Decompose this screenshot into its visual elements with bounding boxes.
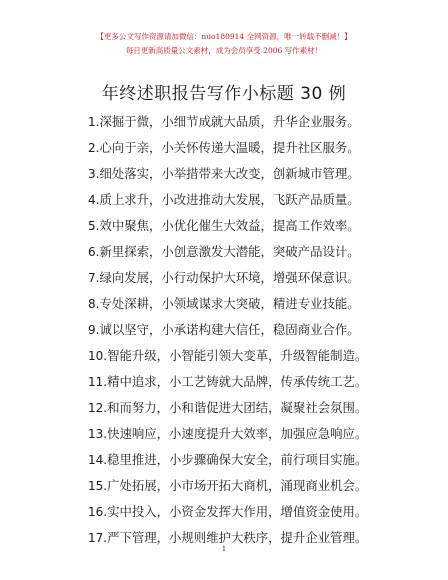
list-item xyxy=(88,369,408,395)
list-item-number: 12. xyxy=(88,401,108,415)
list-item-text: 深掘于微，小细节成就大品质，升华企业服务。 xyxy=(99,114,360,129)
list-item xyxy=(88,265,408,291)
list-item xyxy=(88,161,408,187)
list-item-number: 17. xyxy=(88,531,108,545)
list-item xyxy=(88,109,408,135)
list-item xyxy=(88,213,408,239)
list-item-text: 新里探索，小创意激发大潜能，突破产品设计。 xyxy=(99,244,360,259)
list-item xyxy=(88,421,408,447)
list-item-number: 14. xyxy=(88,453,108,467)
list-item-number: 3. xyxy=(88,167,100,181)
list-item-text: 绿向发展，小行动保护大环境，增强环保意识。 xyxy=(99,270,360,285)
list-item xyxy=(88,317,408,343)
list-item-text: 质上求升，小改进推动大发展，飞跃产品质量。 xyxy=(99,192,360,207)
list-item xyxy=(88,187,408,213)
list-item-number: 5. xyxy=(88,219,100,233)
list-item-number: 7. xyxy=(88,271,100,285)
list-item-text: 专处深耕，小领域谋求大突破，精进专业技能。 xyxy=(99,296,360,311)
list-item-text: 诚以坚守，小承诺构建大信任，稳固商业合作。 xyxy=(99,322,360,337)
list-item xyxy=(88,135,408,161)
list-item-text: 广处拓展，小市场开拓大商机，涌现商业机会。 xyxy=(107,478,368,493)
list-item xyxy=(88,395,408,421)
list-item xyxy=(88,473,408,499)
promo-banner-line-2: 每日更新高质量公文素材，成为会员享受 2006 写作素材！ xyxy=(125,46,323,55)
list-item-number: 2. xyxy=(88,141,100,155)
list-item-text: 严下管理，小规则维护大秩序，提升企业管理。 xyxy=(107,530,368,545)
list-item-number: 1. xyxy=(88,115,100,129)
list-item-text: 和而努力，小和谐促进大团结，凝聚社会氛围。 xyxy=(107,400,368,415)
list-item-text: 稳里推进，小步骤确保大安全，前行项目实施。 xyxy=(107,452,368,467)
list-item-number: 16. xyxy=(88,505,108,519)
list-item-text: 实中投入，小资金发挥大作用，增值资金使用。 xyxy=(107,504,368,519)
list-item xyxy=(88,343,408,369)
page-number: 1 xyxy=(221,545,227,553)
list-item xyxy=(88,499,408,525)
list-item-text: 快速响应，小速度提升大效率，加强应急响应。 xyxy=(107,426,368,441)
list-item-number: 6. xyxy=(88,245,100,259)
list-item-number: 11. xyxy=(88,375,108,389)
list-item-text: 精中追求，小工艺铸就大品牌，传承传统工艺。 xyxy=(107,374,368,389)
list-item-number: 13. xyxy=(88,427,108,441)
list-item xyxy=(88,239,408,265)
list-item-number: 8. xyxy=(88,297,100,311)
subtitle-list xyxy=(88,109,408,551)
list-item-number: 4. xyxy=(88,193,100,207)
promo-banner-line-1: 【更多公文写作资源请加微信：nuo180914 全网资源，唯一转载不删减！】 xyxy=(96,32,352,41)
list-item-number: 15. xyxy=(88,479,108,493)
list-item-text: 效中聚焦，小优化催生大效益，提高工作效率。 xyxy=(99,218,360,233)
list-item xyxy=(88,447,408,473)
list-item-text: 细处落实，小举措带来大改变，创新城市管理。 xyxy=(99,166,360,181)
list-item-text: 心向于亲，小关怀传递大温暖，提升社区服务。 xyxy=(99,140,360,155)
list-item-text: 智能升级，小智能引领大变革，升级智能制造。 xyxy=(107,348,368,363)
list-item-number: 9. xyxy=(88,323,100,337)
document-title: 年终述职报告写作小标题 30 例 xyxy=(101,84,347,104)
list-item xyxy=(88,291,408,317)
list-item-number: 10. xyxy=(88,349,108,363)
